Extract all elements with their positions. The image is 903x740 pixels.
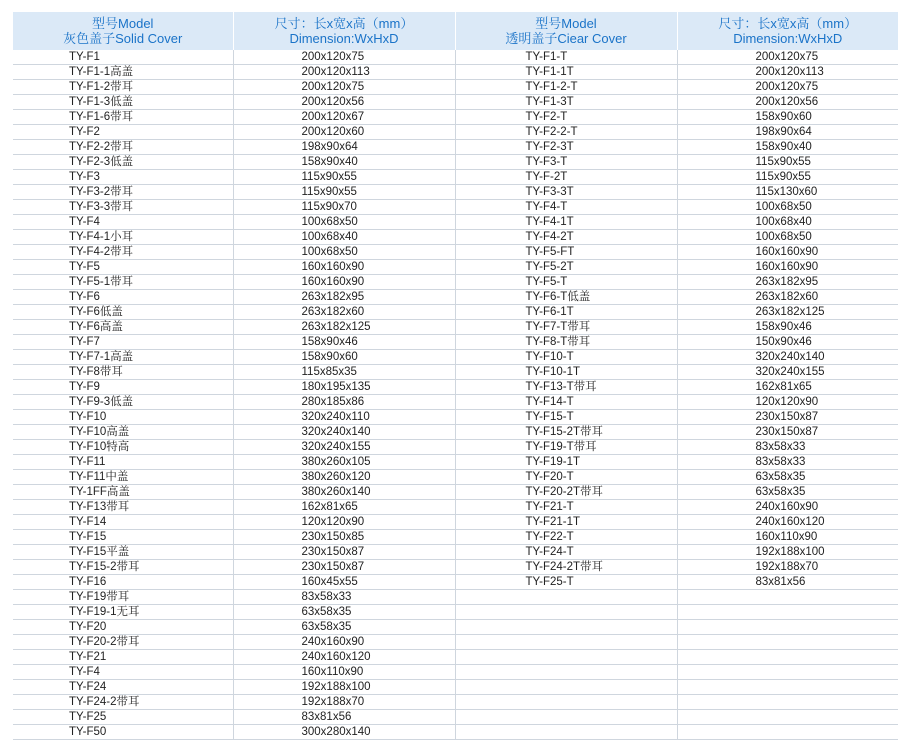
table-row	[13, 215, 898, 230]
solid-model-cell: TY-F8带耳	[13, 365, 233, 380]
clear-model-cell: TY-F6-T低盖	[455, 290, 677, 305]
solid-model-cell: TY-F24-2带耳	[13, 695, 233, 710]
table-row	[13, 650, 898, 665]
clear-dimension-cell: 63x58x35	[677, 470, 898, 485]
table-row	[13, 485, 898, 500]
solid-model-cell: TY-F1-3低盖	[13, 95, 233, 110]
table-row	[13, 200, 898, 215]
table-row	[13, 350, 898, 365]
table-row	[13, 275, 898, 290]
table-row	[13, 410, 898, 425]
table-row	[13, 95, 898, 110]
solid-model-cell: TY-F4-2带耳	[13, 245, 233, 260]
solid-dimension-cell: 115x85x35	[233, 365, 455, 380]
solid-model-cell: TY-F4	[13, 665, 233, 680]
solid-model-cell: TY-F20-2带耳	[13, 635, 233, 650]
solid-model-cell: TY-F6高盖	[13, 320, 233, 335]
solid-dimension-cell: 160x160x90	[233, 260, 455, 275]
clear-model-cell: TY-F13-T带耳	[455, 380, 677, 395]
solid-dimension-cell: 230x150x85	[233, 530, 455, 545]
clear-model-cell: TY-F15-T	[455, 410, 677, 425]
clear-model-cell: TY-F21-1T	[455, 515, 677, 530]
table-row	[13, 500, 898, 515]
table-row	[13, 455, 898, 470]
clear-dimension-cell: 63x58x35	[677, 485, 898, 500]
solid-dimension-cell: 200x120x75	[233, 80, 455, 95]
solid-dimension-cell: 115x90x55	[233, 170, 455, 185]
solid-dimension-cell: 200x120x56	[233, 95, 455, 110]
clear-dimension-cell: 240x160x120	[677, 515, 898, 530]
table-body	[13, 50, 898, 740]
solid-model-cell: TY-F14	[13, 515, 233, 530]
table-row	[13, 335, 898, 350]
table-row	[13, 425, 898, 440]
clear-model-cell: TY-F22-T	[455, 530, 677, 545]
clear-model-cell: TY-F10-1T	[455, 365, 677, 380]
table-row	[13, 545, 898, 560]
clear-dimension-cell	[677, 695, 898, 710]
clear-model-cell: TY-F1-T	[455, 50, 677, 65]
solid-model-cell: TY-F1-1高盖	[13, 65, 233, 80]
solid-model-cell: TY-F10特高	[13, 440, 233, 455]
solid-model-cell: TY-F6	[13, 290, 233, 305]
solid-dimension-cell: 160x110x90	[233, 665, 455, 680]
solid-dimension-cell: 160x160x90	[233, 275, 455, 290]
clear-model-cell	[455, 650, 677, 665]
clear-dimension-cell: 200x120x75	[677, 80, 898, 95]
solid-model-cell: TY-F6低盖	[13, 305, 233, 320]
clear-model-cell: TY-F24-T	[455, 545, 677, 560]
clear-dimension-cell: 230x150x87	[677, 425, 898, 440]
header-clear-dimension-line1: 尺寸：长x宽x高（mm）	[718, 16, 858, 31]
clear-dimension-cell: 100x68x40	[677, 215, 898, 230]
solid-dimension-cell: 240x160x90	[233, 635, 455, 650]
table-row	[13, 725, 898, 740]
table-row	[13, 635, 898, 650]
header-solid-model	[13, 12, 233, 50]
clear-dimension-cell	[677, 635, 898, 650]
clear-dimension-cell	[677, 620, 898, 635]
clear-dimension-cell: 200x120x113	[677, 65, 898, 80]
clear-dimension-cell	[677, 725, 898, 740]
solid-dimension-cell: 300x280x140	[233, 725, 455, 740]
table-row	[13, 320, 898, 335]
solid-dimension-cell: 158x90x60	[233, 350, 455, 365]
solid-model-cell: TY-F11中盖	[13, 470, 233, 485]
clear-dimension-cell: 150x90x46	[677, 335, 898, 350]
clear-dimension-cell: 158x90x40	[677, 140, 898, 155]
solid-model-cell: TY-F15平盖	[13, 545, 233, 560]
clear-dimension-cell: 83x58x33	[677, 440, 898, 455]
header-clear-dimension	[677, 12, 898, 50]
solid-model-cell: TY-F16	[13, 575, 233, 590]
clear-dimension-cell: 160x160x90	[677, 245, 898, 260]
solid-dimension-cell: 198x90x64	[233, 140, 455, 155]
clear-dimension-cell	[677, 590, 898, 605]
solid-model-cell: TY-F11	[13, 455, 233, 470]
header-clear-model-line1: 型号Model	[535, 16, 597, 31]
table-row	[13, 80, 898, 95]
table-row	[13, 575, 898, 590]
solid-dimension-cell: 158x90x40	[233, 155, 455, 170]
clear-dimension-cell: 192x188x70	[677, 560, 898, 575]
clear-model-cell: TY-F5-FT	[455, 245, 677, 260]
clear-model-cell: TY-F4-2T	[455, 230, 677, 245]
header-solid-dimension	[233, 12, 455, 50]
clear-model-cell: TY-F1-3T	[455, 95, 677, 110]
solid-dimension-cell: 263x182x125	[233, 320, 455, 335]
solid-model-cell: TY-F21	[13, 650, 233, 665]
clear-model-cell	[455, 620, 677, 635]
clear-model-cell: TY-F8-T带耳	[455, 335, 677, 350]
header-clear-model	[455, 12, 677, 50]
table-header-row	[13, 12, 898, 50]
table-row	[13, 170, 898, 185]
clear-model-cell: TY-F20-2T带耳	[455, 485, 677, 500]
solid-dimension-cell: 320x240x140	[233, 425, 455, 440]
solid-dimension-cell: 263x182x95	[233, 290, 455, 305]
clear-model-cell: TY-F20-T	[455, 470, 677, 485]
solid-model-cell: TY-F5	[13, 260, 233, 275]
clear-dimension-cell: 198x90x64	[677, 125, 898, 140]
solid-model-cell: TY-F4	[13, 215, 233, 230]
header-clear-dimension-line2: Dimension:WxHxD	[733, 31, 843, 46]
clear-dimension-cell: 230x150x87	[677, 410, 898, 425]
solid-dimension-cell: 83x58x33	[233, 590, 455, 605]
clear-model-cell: TY-F2-T	[455, 110, 677, 125]
clear-dimension-cell: 115x90x55	[677, 170, 898, 185]
table-row	[13, 290, 898, 305]
clear-model-cell: TY-F1-1T	[455, 65, 677, 80]
table-row	[13, 530, 898, 545]
clear-model-cell	[455, 710, 677, 725]
solid-dimension-cell: 100x68x50	[233, 215, 455, 230]
table-row	[13, 260, 898, 275]
solid-model-cell: TY-F2	[13, 125, 233, 140]
solid-model-cell: TY-F19-1无耳	[13, 605, 233, 620]
header-solid-dimension-line2: Dimension:WxHxD	[289, 31, 399, 46]
solid-dimension-cell: 100x68x40	[233, 230, 455, 245]
solid-dimension-cell: 63x58x35	[233, 605, 455, 620]
table-row	[13, 560, 898, 575]
solid-dimension-cell: 160x45x55	[233, 575, 455, 590]
solid-dimension-cell: 180x195x135	[233, 380, 455, 395]
table-row	[13, 65, 898, 80]
clear-dimension-cell: 320x240x140	[677, 350, 898, 365]
table-row	[13, 470, 898, 485]
clear-dimension-cell: 158x90x60	[677, 110, 898, 125]
solid-model-cell: TY-F24	[13, 680, 233, 695]
solid-dimension-cell: 192x188x70	[233, 695, 455, 710]
table-row	[13, 695, 898, 710]
solid-model-cell: TY-F13带耳	[13, 500, 233, 515]
solid-model-cell: TY-F9-3低盖	[13, 395, 233, 410]
header-solid-dimension-line1: 尺寸：长x宽x高（mm）	[274, 16, 414, 31]
solid-dimension-cell: 100x68x50	[233, 245, 455, 260]
clear-dimension-cell	[677, 665, 898, 680]
clear-model-cell: TY-F14-T	[455, 395, 677, 410]
clear-dimension-cell: 160x110x90	[677, 530, 898, 545]
clear-dimension-cell: 100x68x50	[677, 230, 898, 245]
table-row	[13, 155, 898, 170]
solid-dimension-cell: 320x240x110	[233, 410, 455, 425]
clear-dimension-cell: 263x182x60	[677, 290, 898, 305]
solid-dimension-cell: 380x260x105	[233, 455, 455, 470]
clear-model-cell: TY-F2-2-T	[455, 125, 677, 140]
clear-model-cell: TY-F2-3T	[455, 140, 677, 155]
solid-model-cell: TY-F7-1高盖	[13, 350, 233, 365]
solid-dimension-cell: 120x120x90	[233, 515, 455, 530]
solid-dimension-cell: 320x240x155	[233, 440, 455, 455]
solid-dimension-cell: 230x150x87	[233, 560, 455, 575]
clear-model-cell	[455, 605, 677, 620]
table-row	[13, 140, 898, 155]
clear-model-cell: TY-F19-1T	[455, 455, 677, 470]
table-row	[13, 245, 898, 260]
solid-dimension-cell: 380x260x120	[233, 470, 455, 485]
clear-model-cell: TY-F15-2T带耳	[455, 425, 677, 440]
table-row	[13, 395, 898, 410]
table-row	[13, 365, 898, 380]
clear-dimension-cell: 83x81x56	[677, 575, 898, 590]
clear-model-cell: TY-F5-2T	[455, 260, 677, 275]
clear-dimension-cell: 120x120x90	[677, 395, 898, 410]
solid-model-cell: TY-F10高盖	[13, 425, 233, 440]
solid-dimension-cell: 200x120x60	[233, 125, 455, 140]
solid-dimension-cell: 158x90x46	[233, 335, 455, 350]
clear-dimension-cell: 200x120x56	[677, 95, 898, 110]
clear-model-cell: TY-F-2T	[455, 170, 677, 185]
solid-model-cell: TY-F50	[13, 725, 233, 740]
clear-model-cell	[455, 695, 677, 710]
solid-model-cell: TY-F1	[13, 50, 233, 65]
header-solid-model-line1: 型号Model	[92, 16, 154, 31]
solid-dimension-cell: 380x260x140	[233, 485, 455, 500]
table-row	[13, 710, 898, 725]
clear-model-cell: TY-F5-T	[455, 275, 677, 290]
clear-dimension-cell: 115x130x60	[677, 185, 898, 200]
clear-model-cell: TY-F1-2-T	[455, 80, 677, 95]
table-row	[13, 665, 898, 680]
solid-dimension-cell: 230x150x87	[233, 545, 455, 560]
table-row	[13, 185, 898, 200]
clear-dimension-cell: 192x188x100	[677, 545, 898, 560]
clear-model-cell: TY-F25-T	[455, 575, 677, 590]
solid-dimension-cell: 83x81x56	[233, 710, 455, 725]
clear-model-cell	[455, 680, 677, 695]
header-clear-model-line2: 透明盖子Ciear Cover	[505, 31, 627, 46]
clear-model-cell	[455, 590, 677, 605]
solid-model-cell: TY-F4-1小耳	[13, 230, 233, 245]
clear-dimension-cell: 240x160x90	[677, 500, 898, 515]
clear-model-cell: TY-F7-T带耳	[455, 320, 677, 335]
solid-dimension-cell: 162x81x65	[233, 500, 455, 515]
solid-model-cell: TY-F2-2带耳	[13, 140, 233, 155]
clear-model-cell: TY-F4-T	[455, 200, 677, 215]
table-row	[13, 305, 898, 320]
solid-model-cell: TY-F1-6带耳	[13, 110, 233, 125]
solid-model-cell: TY-F3-3带耳	[13, 200, 233, 215]
solid-dimension-cell: 200x120x67	[233, 110, 455, 125]
clear-model-cell: TY-F10-T	[455, 350, 677, 365]
table-row	[13, 50, 898, 65]
table-row	[13, 110, 898, 125]
solid-dimension-cell: 192x188x100	[233, 680, 455, 695]
solid-dimension-cell: 115x90x70	[233, 200, 455, 215]
solid-model-cell: TY-F2-3低盖	[13, 155, 233, 170]
solid-dimension-cell: 280x185x86	[233, 395, 455, 410]
clear-dimension-cell: 100x68x50	[677, 200, 898, 215]
table-row	[13, 590, 898, 605]
table-row	[13, 620, 898, 635]
clear-model-cell: TY-F4-1T	[455, 215, 677, 230]
table-row	[13, 605, 898, 620]
clear-dimension-cell	[677, 710, 898, 725]
clear-model-cell: TY-F19-T带耳	[455, 440, 677, 455]
table-row	[13, 230, 898, 245]
clear-dimension-cell: 160x160x90	[677, 260, 898, 275]
table-row	[13, 125, 898, 140]
clear-dimension-cell	[677, 680, 898, 695]
clear-model-cell: TY-F24-2T带耳	[455, 560, 677, 575]
solid-model-cell: TY-F15	[13, 530, 233, 545]
table-row	[13, 515, 898, 530]
solid-dimension-cell: 240x160x120	[233, 650, 455, 665]
clear-dimension-cell: 263x182x95	[677, 275, 898, 290]
clear-model-cell	[455, 725, 677, 740]
solid-dimension-cell: 63x58x35	[233, 620, 455, 635]
clear-model-cell: TY-F21-T	[455, 500, 677, 515]
solid-model-cell: TY-F20	[13, 620, 233, 635]
clear-dimension-cell: 115x90x55	[677, 155, 898, 170]
table-row	[13, 440, 898, 455]
solid-model-cell: TY-F15-2带耳	[13, 560, 233, 575]
solid-model-cell: TY-F3	[13, 170, 233, 185]
solid-dimension-cell: 200x120x113	[233, 65, 455, 80]
solid-model-cell: TY-F7	[13, 335, 233, 350]
clear-model-cell: TY-F3-3T	[455, 185, 677, 200]
clear-model-cell: TY-F6-1T	[455, 305, 677, 320]
table-row	[13, 680, 898, 695]
table-row	[13, 380, 898, 395]
solid-dimension-cell: 200x120x75	[233, 50, 455, 65]
clear-dimension-cell: 83x58x33	[677, 455, 898, 470]
solid-dimension-cell: 115x90x55	[233, 185, 455, 200]
solid-model-cell: TY-F1-2带耳	[13, 80, 233, 95]
product-spec-table-container	[13, 12, 898, 740]
solid-model-cell: TY-F9	[13, 380, 233, 395]
solid-model-cell: TY-F10	[13, 410, 233, 425]
clear-model-cell	[455, 665, 677, 680]
product-spec-table	[13, 12, 898, 740]
solid-model-cell: TY-F3-2带耳	[13, 185, 233, 200]
solid-model-cell: TY-F5-1带耳	[13, 275, 233, 290]
solid-model-cell: TY-F19带耳	[13, 590, 233, 605]
solid-model-cell: TY-1FF高盖	[13, 485, 233, 500]
clear-dimension-cell	[677, 605, 898, 620]
clear-dimension-cell: 263x182x125	[677, 305, 898, 320]
clear-dimension-cell: 162x81x65	[677, 380, 898, 395]
clear-model-cell	[455, 635, 677, 650]
solid-model-cell: TY-F25	[13, 710, 233, 725]
clear-model-cell: TY-F3-T	[455, 155, 677, 170]
clear-dimension-cell	[677, 650, 898, 665]
clear-dimension-cell: 200x120x75	[677, 50, 898, 65]
clear-dimension-cell: 158x90x46	[677, 320, 898, 335]
header-solid-model-line2: 灰色盖子Solid Cover	[63, 31, 183, 46]
clear-dimension-cell: 320x240x155	[677, 365, 898, 380]
solid-dimension-cell: 263x182x60	[233, 305, 455, 320]
